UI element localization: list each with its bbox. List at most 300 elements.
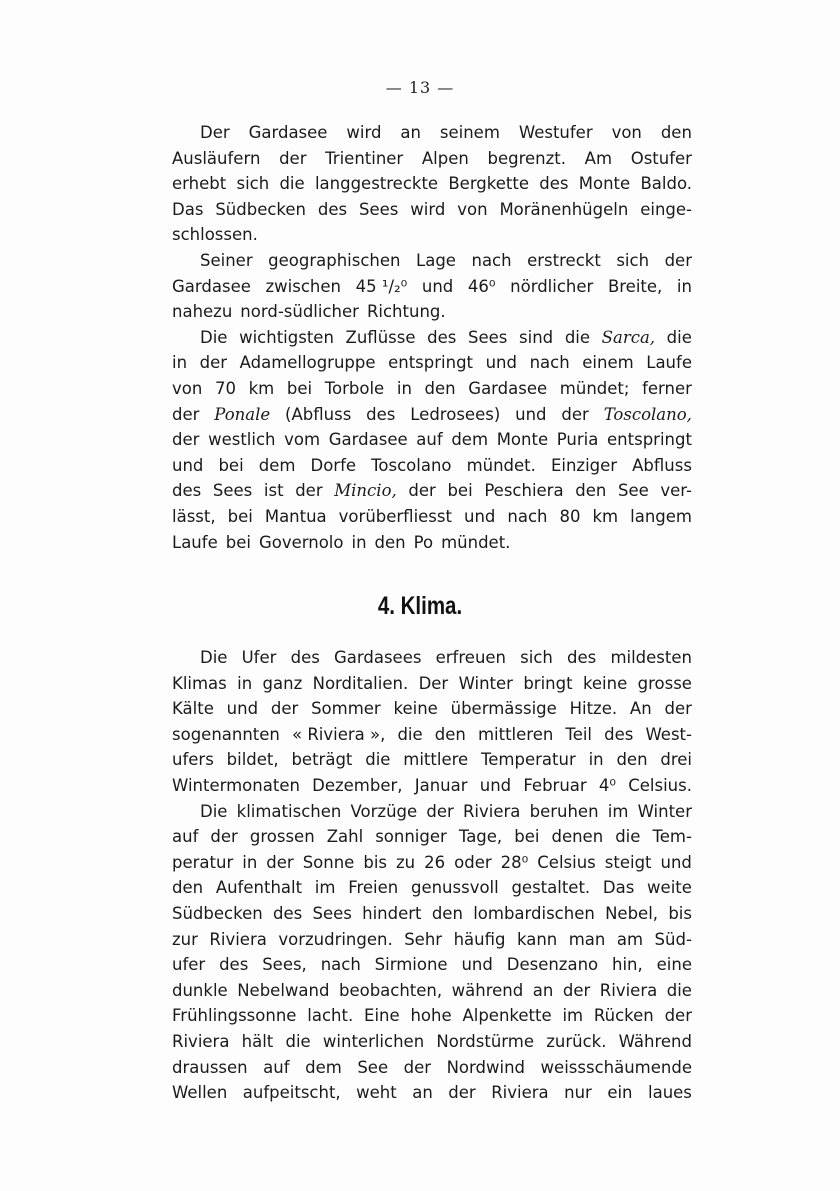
word: Moränenhügeln xyxy=(499,199,629,219)
word: Südbecken xyxy=(172,903,263,923)
word: einem xyxy=(582,353,634,373)
word: mittleren xyxy=(477,724,554,744)
word: Riviera xyxy=(172,1031,230,1051)
word: Die xyxy=(200,648,228,667)
word: Sonne xyxy=(302,852,355,872)
word: den xyxy=(374,532,406,552)
word: See xyxy=(617,481,649,501)
word: und xyxy=(660,852,692,872)
word: bei xyxy=(286,378,313,398)
word: Freien xyxy=(348,878,399,898)
word: die xyxy=(666,327,692,347)
word: Sirmione xyxy=(374,955,448,975)
word: oder xyxy=(454,852,492,872)
text-line xyxy=(172,197,692,223)
word: Sees xyxy=(468,327,508,347)
word: Celsius xyxy=(537,852,596,872)
word: des xyxy=(567,648,597,667)
word: draussen xyxy=(172,1057,248,1077)
word: Winter xyxy=(637,801,692,821)
word: genussvoll xyxy=(410,878,499,898)
word: grossen xyxy=(249,827,315,847)
word: bei xyxy=(514,827,540,847)
word: Adamellogruppe xyxy=(239,353,376,373)
text-line xyxy=(172,376,692,402)
word: Die xyxy=(200,801,228,821)
word: Vorzüge xyxy=(350,801,418,821)
word: Winter xyxy=(458,673,513,693)
word: Laufe xyxy=(172,532,218,552)
word: Wintermonaten xyxy=(172,775,300,795)
word: hält xyxy=(241,1031,274,1051)
italic-word: Toscolano, xyxy=(603,404,692,424)
word: an xyxy=(400,123,421,142)
text-line xyxy=(172,850,692,876)
word: von xyxy=(457,199,488,219)
word: Gardasee xyxy=(248,123,328,142)
word: peratur xyxy=(172,852,234,872)
word: dem xyxy=(258,455,296,475)
word: 70 xyxy=(214,378,236,398)
word: dunkle xyxy=(172,980,228,1000)
word: von xyxy=(611,123,642,142)
word: Klimas xyxy=(172,673,227,693)
word: wichtigsten xyxy=(239,327,334,347)
word: und xyxy=(479,775,512,795)
word: den xyxy=(616,750,648,770)
word: ufer xyxy=(172,955,206,975)
text-line xyxy=(172,453,692,479)
word: Trientiner xyxy=(325,148,404,168)
word: Gardasees xyxy=(333,648,422,667)
word: mittlere xyxy=(403,750,469,770)
word: nach xyxy=(529,353,570,373)
word: bringt xyxy=(523,673,573,693)
word: Wellen xyxy=(172,1083,228,1103)
word: weissschäumende xyxy=(540,1057,692,1077)
word: Ostufer xyxy=(630,148,692,168)
word: gestaltet. xyxy=(511,878,591,898)
word: Alpen xyxy=(421,148,469,168)
word: Aufenthalt xyxy=(215,878,303,898)
text-line xyxy=(172,120,692,146)
word: bildet, xyxy=(226,750,279,770)
word: ein xyxy=(607,1083,633,1103)
word: mündet. xyxy=(466,455,536,475)
word: dem xyxy=(451,430,489,450)
word: steigt xyxy=(604,852,652,872)
word: in xyxy=(242,852,258,872)
word: die xyxy=(285,1031,311,1051)
text-line xyxy=(172,350,692,376)
word: in xyxy=(588,750,604,770)
word: Die xyxy=(200,327,228,347)
word: Das xyxy=(172,199,204,219)
word: Monte xyxy=(496,430,549,450)
word: Teil xyxy=(565,724,593,744)
word: man xyxy=(568,929,606,949)
word: Richtung. xyxy=(366,302,446,322)
word: langem xyxy=(630,506,692,526)
word: vorzudringen. xyxy=(278,929,393,949)
word: ver- xyxy=(660,481,692,501)
word: denen xyxy=(551,827,604,847)
word: dem xyxy=(305,1057,342,1077)
word: in xyxy=(172,353,188,373)
word: klimatischen xyxy=(236,801,342,821)
word: Einziger xyxy=(550,455,618,475)
word: 4⁰ xyxy=(598,775,617,795)
word: Baldo. xyxy=(640,174,692,194)
word: Abfluss xyxy=(632,455,692,475)
text-block-climate xyxy=(172,645,692,1106)
word: des xyxy=(317,199,348,219)
word: mündet; xyxy=(559,378,630,398)
word: der xyxy=(210,827,238,847)
word: der xyxy=(403,1057,432,1077)
word: ufers xyxy=(172,750,214,770)
word: erhebt xyxy=(172,174,227,194)
text-line xyxy=(172,427,692,453)
word: an xyxy=(412,1083,433,1103)
word: geographischen xyxy=(268,250,401,270)
text-line xyxy=(172,799,692,825)
word: Riviera xyxy=(209,929,267,949)
word: lacht. xyxy=(307,1006,354,1026)
word: Eine xyxy=(364,1006,400,1026)
word: westlich xyxy=(208,430,276,450)
text-line xyxy=(172,875,692,901)
text-line xyxy=(172,530,692,556)
word: sich xyxy=(236,174,270,194)
text-line xyxy=(172,248,692,274)
word: und xyxy=(421,276,454,296)
word: West- xyxy=(645,724,692,744)
word: am xyxy=(616,929,644,949)
word: des xyxy=(539,174,569,194)
word: weite xyxy=(647,878,692,898)
word: hindert xyxy=(362,903,422,923)
word: sonniger xyxy=(375,827,447,847)
word: an xyxy=(532,980,554,1000)
text-line xyxy=(172,504,692,530)
word: Kälte xyxy=(172,699,214,719)
word: und xyxy=(515,404,547,424)
word: die xyxy=(615,827,641,847)
word: Dezember, xyxy=(312,775,403,795)
word: beträgt xyxy=(291,750,353,770)
word: der xyxy=(408,481,436,501)
word: der xyxy=(199,353,228,373)
word: von xyxy=(172,378,203,398)
text-line xyxy=(172,222,692,248)
text-line xyxy=(172,901,692,927)
word: Sees, xyxy=(262,955,307,975)
word: Riviera xyxy=(462,801,521,821)
word: bei xyxy=(447,481,473,501)
word: sich xyxy=(616,250,650,270)
word: nach xyxy=(507,506,548,526)
text-line xyxy=(172,645,692,671)
word: Februar xyxy=(523,775,587,795)
word: lässt, xyxy=(172,506,216,526)
text-line xyxy=(172,1055,692,1081)
word: Rücken xyxy=(593,1006,654,1026)
word: Südbecken xyxy=(215,199,306,219)
word: der xyxy=(562,980,591,1000)
word: wird xyxy=(346,123,382,142)
text-line xyxy=(172,824,692,850)
word: Ledrosees) xyxy=(410,404,501,424)
word: der xyxy=(279,148,307,168)
word: Alpenkette xyxy=(462,1006,552,1026)
word: den xyxy=(575,481,607,501)
word: Nordwind xyxy=(446,1057,526,1077)
word: ist xyxy=(263,481,284,501)
word: aufpeitscht, xyxy=(242,1083,341,1103)
word: mildesten xyxy=(610,648,692,667)
word: bei xyxy=(225,532,251,552)
word: Bergkette xyxy=(448,174,529,194)
word: « Riviera », xyxy=(291,724,386,744)
word: auf xyxy=(416,430,443,450)
word: den xyxy=(434,724,466,744)
word: entspringt xyxy=(388,353,474,373)
word: Zuflüsse xyxy=(345,327,416,347)
word: des xyxy=(366,404,396,424)
word: in xyxy=(351,532,367,552)
word: winterlichen xyxy=(322,1031,425,1051)
word: mündet. xyxy=(441,532,511,552)
word: den xyxy=(660,123,692,142)
word: und xyxy=(461,955,493,975)
word: lombardischen xyxy=(473,903,595,923)
word: Am xyxy=(584,148,613,168)
word: den xyxy=(172,878,204,898)
word: Celsius. xyxy=(628,775,692,795)
word: im xyxy=(562,1006,584,1026)
word: die xyxy=(666,980,692,1000)
word: weht xyxy=(356,1083,397,1103)
word: (Abfluss xyxy=(285,404,352,424)
word: Nordstürme xyxy=(436,1031,535,1051)
word: die xyxy=(279,174,305,194)
word: Westufer xyxy=(518,123,593,142)
italic-word: Ponale xyxy=(214,404,271,424)
word: bis xyxy=(668,903,692,923)
word: kann xyxy=(516,929,558,949)
word: Riviera xyxy=(599,980,658,1000)
word: nördlicher xyxy=(510,276,594,296)
word: km xyxy=(248,378,275,398)
word: langgestreckte xyxy=(314,174,439,194)
text-line xyxy=(172,478,692,504)
word: des xyxy=(604,724,634,744)
word: Sehr xyxy=(404,929,443,949)
word: Das xyxy=(602,878,635,898)
word: der xyxy=(448,1083,476,1103)
word: nahezu xyxy=(172,302,233,322)
word: Puria xyxy=(556,430,599,450)
word: See xyxy=(357,1057,389,1077)
word: 45 ¹/₂⁰ xyxy=(355,276,408,296)
word: die xyxy=(564,327,591,347)
word: erfreuen xyxy=(435,648,507,667)
text-line xyxy=(172,952,692,978)
word: der xyxy=(426,801,454,821)
word: Peschiera xyxy=(484,481,564,501)
word: auf xyxy=(172,827,199,847)
text-line xyxy=(172,927,692,953)
text-line xyxy=(172,274,692,300)
word: vom xyxy=(284,430,321,450)
word: grosse xyxy=(637,673,692,693)
word: Torbole xyxy=(324,378,385,398)
word: der xyxy=(270,699,299,719)
word: zurück. xyxy=(546,1031,607,1051)
word: Laufe xyxy=(646,353,692,373)
word: Nebel, xyxy=(605,903,659,923)
word: Po xyxy=(413,532,434,552)
text-line xyxy=(172,1003,692,1029)
word: Der xyxy=(200,123,230,142)
text-line xyxy=(172,402,692,428)
word: Seiner xyxy=(200,250,253,270)
word: des xyxy=(219,955,249,975)
word: bei xyxy=(227,506,253,526)
word: Süd- xyxy=(654,929,692,949)
word: häufig xyxy=(453,929,506,949)
word: Januar xyxy=(414,775,468,795)
word: Temperatur xyxy=(481,750,576,770)
word: Hitze. xyxy=(569,699,618,719)
word: die xyxy=(397,724,423,744)
word: An xyxy=(629,699,652,719)
italic-word: Sarca, xyxy=(601,327,656,347)
word: im xyxy=(314,878,336,898)
word: Gardasee xyxy=(328,430,408,450)
word: und xyxy=(463,506,496,526)
text-line xyxy=(172,325,692,351)
text-line xyxy=(172,747,692,773)
word: des xyxy=(272,903,303,923)
word: Mantua xyxy=(264,506,327,526)
word: während xyxy=(451,980,524,1000)
word: zur xyxy=(172,929,198,949)
text-line xyxy=(172,1029,692,1055)
text-line xyxy=(172,978,692,1004)
word: Ufer xyxy=(241,648,277,667)
word: bei xyxy=(218,455,244,475)
word: laues xyxy=(648,1083,692,1103)
word: sind xyxy=(519,327,554,347)
text-line xyxy=(172,696,692,722)
text-line xyxy=(172,299,692,325)
word: Dorfe xyxy=(310,455,357,475)
word: Zahl xyxy=(326,827,364,847)
word: Governolo xyxy=(258,532,344,552)
word: Sommer xyxy=(311,699,381,719)
text-line xyxy=(172,671,692,697)
word: auf xyxy=(263,1057,290,1077)
word: nach xyxy=(471,250,512,270)
page-number: — 13 — xyxy=(385,78,455,97)
word: des xyxy=(172,481,202,501)
word: des xyxy=(290,648,320,667)
text-line xyxy=(172,722,692,748)
word: Nebelwand xyxy=(237,980,330,1000)
word: Der xyxy=(418,673,449,693)
word: und xyxy=(485,353,517,373)
italic-word: Mincio, xyxy=(334,481,397,501)
word: der xyxy=(172,404,200,424)
word: der xyxy=(172,430,200,450)
text-line xyxy=(172,146,692,172)
word: drei xyxy=(660,750,692,770)
word: nur xyxy=(564,1083,592,1103)
word: den xyxy=(424,378,456,398)
word: im xyxy=(607,801,629,821)
word: erstreckt xyxy=(527,250,601,270)
word: 80 xyxy=(559,506,581,526)
word: km xyxy=(592,506,619,526)
word: hin, xyxy=(612,955,643,975)
word: Gardasee xyxy=(172,276,251,296)
word: der xyxy=(664,250,692,270)
word: seinem xyxy=(439,123,500,142)
word: Lage xyxy=(416,250,456,270)
word: begrenzt. xyxy=(487,148,567,168)
word: den xyxy=(431,903,463,923)
word: sogenannten xyxy=(172,724,280,744)
word: Frühlingssonne xyxy=(172,1006,297,1026)
word: Ausläufern xyxy=(172,148,261,168)
word: einge- xyxy=(640,199,692,219)
word: Gardasee xyxy=(468,378,548,398)
word: der xyxy=(266,852,294,872)
word: beruhen xyxy=(529,801,599,821)
section-heading: 4. Klima. xyxy=(377,592,463,620)
word: 46⁰ xyxy=(467,276,496,296)
text-line xyxy=(172,171,692,197)
text-line xyxy=(172,773,692,799)
text-line xyxy=(172,1080,692,1106)
word: Monte xyxy=(578,174,631,194)
word: und xyxy=(172,455,204,475)
word: Desenzano xyxy=(506,955,599,975)
word: Sees xyxy=(212,481,253,501)
word: bis xyxy=(363,852,387,872)
word: entspringt xyxy=(607,430,692,450)
word: in xyxy=(237,673,253,693)
word: der xyxy=(664,699,692,719)
word: der xyxy=(561,404,589,424)
word: nord-südlicher xyxy=(240,302,359,322)
word: wird xyxy=(410,199,446,219)
word: Riviera xyxy=(491,1083,549,1103)
word: vorüberfliesst xyxy=(338,506,452,526)
word: schlossen. xyxy=(172,225,258,245)
word: ferner xyxy=(642,378,692,398)
word: keine xyxy=(582,673,628,693)
word: Norditalien. xyxy=(312,673,409,693)
word: beobachten, xyxy=(338,980,443,1000)
word: eine xyxy=(656,955,692,975)
text-block-water xyxy=(172,120,692,555)
word: Breite, xyxy=(607,276,663,296)
word: zu xyxy=(396,852,416,872)
word: 26 xyxy=(424,852,446,872)
